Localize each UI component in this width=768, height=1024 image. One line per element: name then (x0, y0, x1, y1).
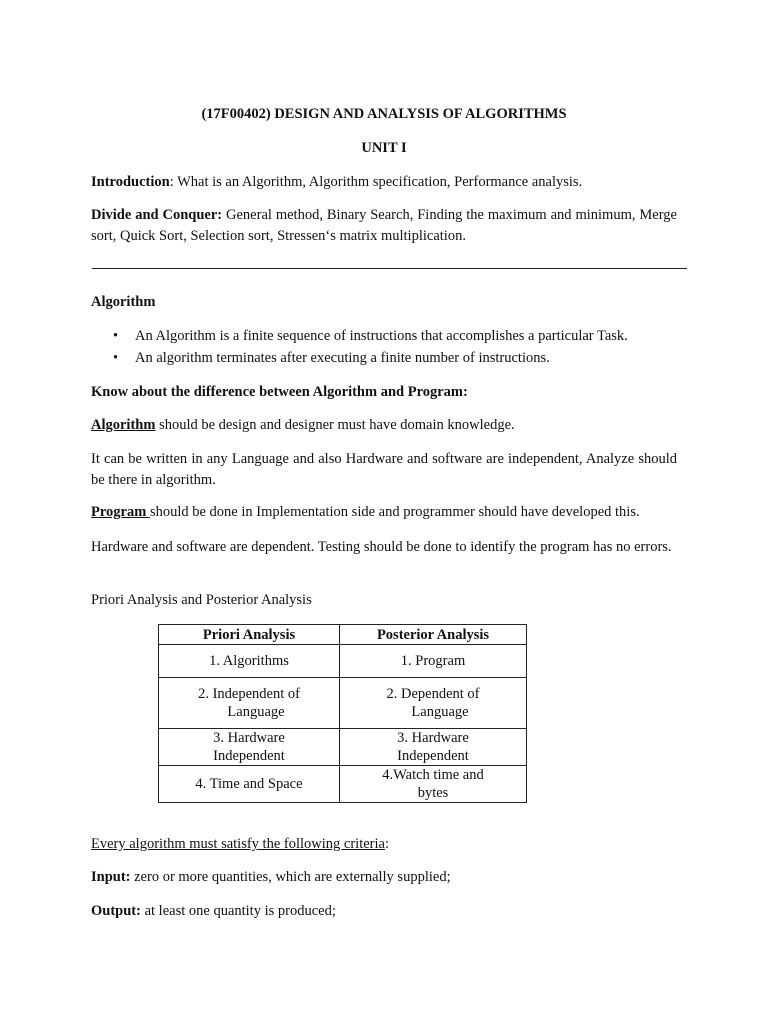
program-label: Program (91, 504, 150, 520)
unit-heading: UNIT I (361, 140, 407, 156)
analysis-heading: Priori Analysis and Posterior Analysis (91, 592, 312, 608)
program-definition-text-2: Implementation side and programmer should have developed this. (256, 504, 640, 520)
cell-line: Independent (397, 748, 469, 764)
table-row (159, 678, 527, 729)
table-cell: 1. Algorithms (159, 645, 340, 678)
table-cell: 4. Time and Space (159, 766, 340, 803)
intro-label: Introduction (91, 174, 170, 190)
algorithm-paragraph: It can be written in any Language and also Hardware and software are independent, Analyze should be there in algorithm. (91, 451, 677, 488)
output-label: Output: (91, 903, 141, 919)
divide-conquer-text: General method, Binary Search, Finding the maximum and minimum, Merge sort, Quick Sort, Selection sort, Stressen‘s matrix multiplication. (91, 207, 677, 244)
table-header-row (159, 625, 527, 645)
column-header-posterior: Posterior Analysis (340, 625, 527, 645)
list-item (91, 347, 628, 369)
program-definition (91, 504, 677, 521)
table-cell: 1. Program (340, 645, 527, 678)
table-cell (340, 729, 527, 766)
cell-line: bytes (417, 785, 449, 801)
column-header-priori: Priori Analysis (159, 625, 340, 645)
intro-text: : What is an Algorithm, Algorithm specification, Performance analysis. (169, 174, 583, 190)
section-divider (92, 268, 687, 269)
divide-conquer-paragraph (91, 205, 677, 247)
program-definition-text-1: should be done in (149, 504, 257, 520)
table-row (159, 766, 527, 803)
course-title: (17F00402) DESIGN AND ANALYSIS OF ALGORITHMS (201, 106, 567, 122)
cell-line: 4.Watch time and (382, 767, 484, 783)
cell-line: Independent (213, 748, 285, 764)
bullet-text: An algorithm terminates after executing a finite number of instructions. (135, 350, 550, 366)
cell-line: 2. Independent of (198, 686, 300, 702)
cell-line: 3. Hardware (397, 730, 469, 746)
difference-heading: Know about the difference between Algorithm and Program: (91, 384, 468, 400)
cell-line: 2. Dependent of (386, 686, 480, 702)
algorithm-label: Algorithm (91, 417, 156, 433)
table-row (159, 645, 527, 678)
analysis-comparison-table (158, 624, 527, 803)
list-item (91, 325, 628, 347)
table-row (159, 729, 527, 766)
bullet-text: An Algorithm is a finite sequence of instructions that accomplishes a particular Task. (135, 328, 628, 344)
algorithm-definition (91, 417, 677, 434)
input-criterion (91, 869, 677, 886)
bullet-icon: • (113, 350, 119, 366)
criteria-heading-line (91, 836, 677, 853)
table-cell (340, 678, 527, 729)
program-paragraph: Hardware and software are dependent. Testing should be done to identify the program has no errors. (91, 539, 672, 555)
criteria-heading: Every algorithm must satisfy the following criteria (91, 836, 385, 852)
output-criterion (91, 903, 677, 920)
intro-paragraph (91, 174, 677, 191)
input-label: Input: (91, 869, 131, 885)
algorithm-definition-text: should be design and designer must have domain knowledge. (155, 417, 515, 433)
criteria-colon: : (384, 836, 389, 852)
table-cell (159, 729, 340, 766)
table-cell (159, 678, 340, 729)
cell-line: 3. Hardware (213, 730, 285, 746)
input-text: zero or more quantities, which are externally supplied; (130, 869, 451, 885)
output-text: at least one quantity is produced; (140, 903, 336, 919)
bullet-icon: • (113, 328, 119, 344)
algorithm-bullet-list (91, 325, 628, 369)
table-cell (340, 766, 527, 803)
algorithm-heading: Algorithm (91, 294, 156, 310)
cell-line: Language (411, 704, 469, 720)
divide-conquer-label: Divide and Conquer: (91, 207, 223, 223)
cell-line: Language (227, 704, 285, 720)
